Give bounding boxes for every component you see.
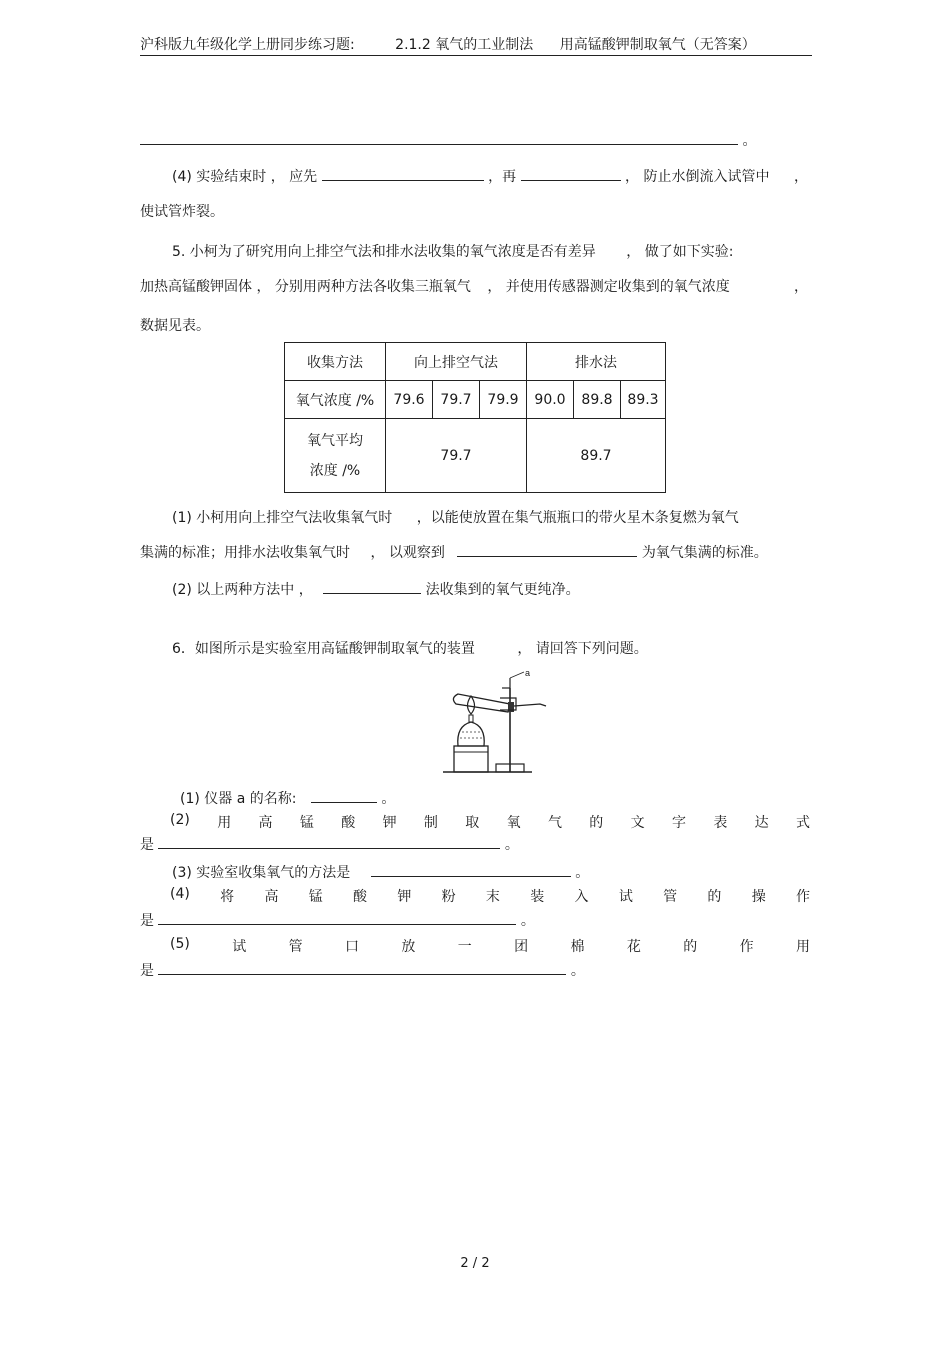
answer-blank[interactable] <box>158 960 566 975</box>
q5-text: ， <box>794 279 808 295</box>
table-row <box>285 343 666 381</box>
q4-answer-line <box>140 130 756 150</box>
q6-text: 6．如图所示是实验室用高锰酸钾制取氧气的装置 <box>172 641 475 657</box>
q5-line1 <box>172 241 733 261</box>
spread-char: 氧 <box>506 815 521 831</box>
spread-char: 钾 <box>397 889 412 905</box>
table-cell: 89.3 <box>621 381 666 419</box>
q6-text: ， 请回答下列问题。 <box>517 641 648 657</box>
spread-char: 用 <box>795 939 810 955</box>
q6-text: 。 <box>575 865 590 881</box>
spread-char: (4) <box>170 886 190 902</box>
header-section: 2.1.2 氧气的工业制法 <box>395 37 534 53</box>
spread-char: 一 <box>457 939 472 955</box>
q5-text: 5. 小柯为了研究用向上排空气法和排水法收集的氧气浓度是否有差异 <box>172 244 596 260</box>
table-cell: 79.9 <box>480 381 527 419</box>
answer-blank[interactable] <box>311 788 377 803</box>
spread-char: 字 <box>671 815 686 831</box>
oxygen-data-table <box>284 342 666 493</box>
spread-char: 粉 <box>441 889 456 905</box>
spread-char: (5) <box>170 936 190 952</box>
oxygen-apparatus-figure <box>440 668 550 774</box>
q6-s2-line2 <box>140 834 519 854</box>
spread-char: 装 <box>530 889 545 905</box>
spread-char: 操 <box>751 889 766 905</box>
header-title: 沪科版九年级化学上册同步练习题: <box>140 37 355 53</box>
spread-char: 作 <box>796 889 810 905</box>
q5-sub1-line2 <box>140 542 768 562</box>
q5-text: (1) 小柯用向上排空气法收集氧气时 <box>172 510 393 526</box>
table-row-label-line: 浓度 /% <box>309 462 361 479</box>
q5-text: 集满的标准；用排水法收集氧气时 <box>140 545 350 561</box>
q5-text: 加热高锰酸钾固体 ， 分别用两种方法各收集三瓶氧气 <box>140 279 471 295</box>
table-row <box>285 381 666 419</box>
q5-line2 <box>140 276 730 296</box>
q4-line2: 使试管炸裂。 <box>140 204 224 220</box>
q6-text: 。 <box>381 791 396 807</box>
spread-char: 棉 <box>570 939 585 955</box>
spread-char: 末 <box>485 889 500 905</box>
spread-char: (2) <box>170 812 190 828</box>
spread-char: 气 <box>547 815 562 831</box>
q5-text: ， 以观察到 <box>370 545 445 561</box>
q6-s5-line1 <box>170 936 810 956</box>
spread-char: 酸 <box>341 815 356 831</box>
spread-char: 式 <box>796 815 810 831</box>
table-row-label <box>285 419 386 493</box>
table-header-method: 收集方法 <box>285 343 386 381</box>
table-cell: 90.0 <box>527 381 574 419</box>
spread-char: 入 <box>574 889 589 905</box>
answer-blank[interactable] <box>323 579 421 594</box>
q5-sub2 <box>172 579 580 599</box>
spread-char: 将 <box>220 889 235 905</box>
q4-text-b: ，再 <box>488 169 517 185</box>
table-cell-avg-up: 79.7 <box>386 419 527 493</box>
spread-char: 酸 <box>353 889 368 905</box>
spread-char: 的 <box>589 815 604 831</box>
spread-char: 取 <box>465 815 480 831</box>
header-rule <box>140 55 812 56</box>
q5-line3: 数据见表。 <box>140 318 210 334</box>
spread-char: 试 <box>618 889 633 905</box>
answer-blank[interactable] <box>158 910 516 925</box>
figure-label-a: a <box>525 668 531 678</box>
table-cell: 89.8 <box>574 381 621 419</box>
spread-char: 达 <box>754 815 769 831</box>
q6-text: 。 <box>504 837 519 853</box>
answer-blank[interactable] <box>322 166 484 181</box>
q6-text: 。 <box>520 913 535 929</box>
spread-char: 管 <box>288 939 303 955</box>
q6-s2-line1 <box>170 812 810 832</box>
table-header-up: 向上排空气法 <box>386 343 527 381</box>
page-number: 2 / 2 <box>460 1256 490 1271</box>
spread-char: 高 <box>264 889 279 905</box>
table-row-label: 氧气浓度 /% <box>285 381 386 419</box>
header-subtitle: 用高锰酸钾制取氧气（无答案） <box>559 37 756 53</box>
q6-text: (1) 仪器 a 的名称: <box>180 791 297 807</box>
table-cell: 79.7 <box>433 381 480 419</box>
spread-char: 制 <box>423 815 438 831</box>
q4-line1 <box>172 166 769 186</box>
q5-text: ，以能使放置在集气瓶瓶口的带火星木条复燃为氧气 <box>416 510 739 526</box>
page-header <box>140 34 812 54</box>
spread-char: 花 <box>626 939 641 955</box>
spread-char: 放 <box>401 939 416 955</box>
spread-char: 高 <box>258 815 273 831</box>
spread-char: 口 <box>344 939 359 955</box>
q6-intro <box>172 638 648 658</box>
answer-blank[interactable] <box>140 130 738 145</box>
table-cell: 79.6 <box>386 381 433 419</box>
answer-blank[interactable] <box>521 166 621 181</box>
table-cell-avg-water: 89.7 <box>527 419 666 493</box>
spread-char: 的 <box>683 939 698 955</box>
spread-char: 作 <box>739 939 754 955</box>
q5-text: 法收集到的氧气更纯净。 <box>425 582 580 598</box>
answer-blank[interactable] <box>158 834 500 849</box>
spread-char: 文 <box>630 815 645 831</box>
q6-s4-line1 <box>170 886 810 906</box>
q4-text-a: (4) 实验结束时 ， 应先 <box>172 169 318 185</box>
q5-text: 为氧气集满的标准。 <box>641 545 768 561</box>
q6-text: 。 <box>570 963 585 979</box>
q6-s3 <box>172 862 589 882</box>
table-row-label-line: 氧气平均 <box>307 432 363 449</box>
spread-char: 锰 <box>299 815 314 831</box>
spread-char: 团 <box>514 939 529 955</box>
q6-s5-line2 <box>140 960 585 980</box>
spread-char: 试 <box>232 939 247 955</box>
spread-char: 表 <box>713 815 728 831</box>
table-row <box>285 419 666 493</box>
q4-end-mark: 。 <box>742 133 757 149</box>
spread-char: 锰 <box>308 889 323 905</box>
spread-char: 的 <box>707 889 722 905</box>
answer-blank[interactable] <box>371 862 571 877</box>
q6-text: 是 <box>140 913 154 929</box>
spread-char: 用 <box>217 815 232 831</box>
q5-text: (2) 以上两种方法中 ， <box>172 582 313 598</box>
table-header-water: 排水法 <box>527 343 666 381</box>
spread-char: 管 <box>663 889 678 905</box>
q5-sub1-line1 <box>172 507 739 527</box>
q4-text-d: ， <box>794 169 808 185</box>
answer-blank[interactable] <box>457 542 637 557</box>
q5-text: ， 做了如下实验: <box>626 244 734 260</box>
q5-text: ， 并使用传感器测定收集到的氧气浓度 <box>487 279 730 295</box>
spread-char: 钾 <box>382 815 397 831</box>
q6-s4-line2 <box>140 910 535 930</box>
q6-text: (3) 实验室收集氧气的方法是 <box>172 865 351 881</box>
q6-text: 是 <box>140 963 154 979</box>
q6-text: 是 <box>140 837 154 853</box>
q4-text-c: ， 防止水倒流入试管中 <box>625 169 770 185</box>
q6-s1 <box>180 788 395 808</box>
